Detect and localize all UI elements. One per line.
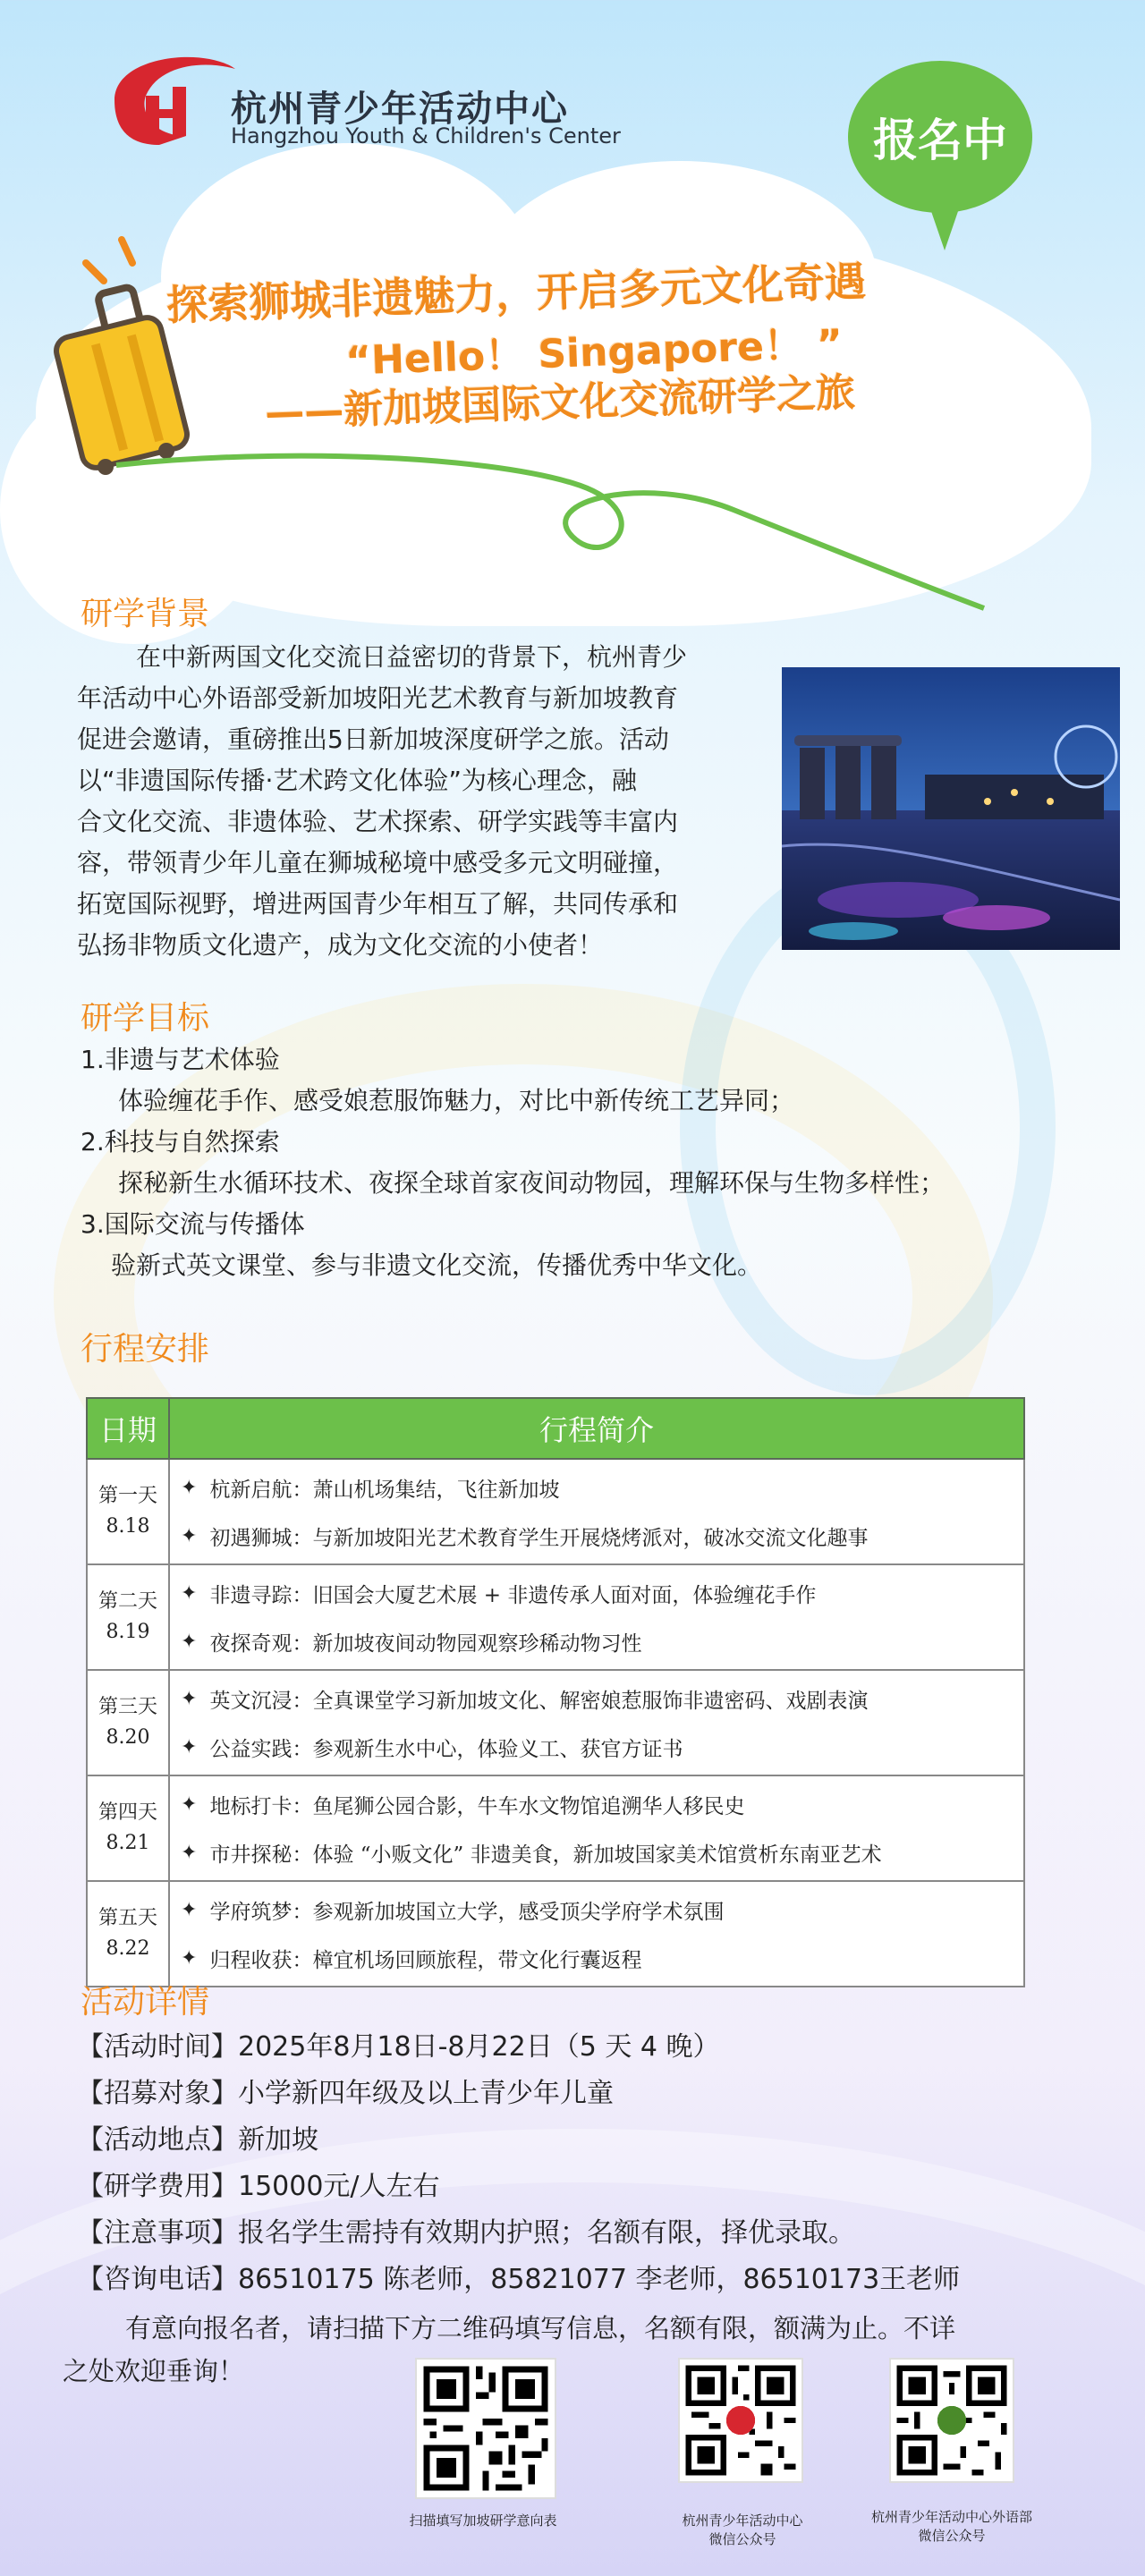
qr-label-line: 杭州青少年活动中心 [682, 2512, 803, 2529]
table-row [87, 1670, 1024, 1775]
detail-notice: 【注意事项】报名学生需持有效期内护照；名额有限，择优录取。 [77, 2217, 855, 2249]
qr-code-center-wechat[interactable] [678, 2358, 803, 2483]
title-line-3: ——新加坡国际文化交流研学之旅 [264, 369, 856, 436]
day-label: 第四天 [98, 1801, 157, 1824]
itinerary-cell [169, 1459, 1024, 1564]
org-name-en: Hangzhou Youth & Children's Center [231, 123, 621, 148]
itinerary-text: 夜探奇观：新加坡夜间动物园观察珍稀动物习性 [209, 1631, 642, 1656]
details-heading: 活动详情 [81, 1984, 210, 2021]
bullet-icon: ✦ [181, 1630, 198, 1653]
schedule-table [86, 1397, 1025, 1987]
qr-label-line: 微信公众号 [708, 2531, 776, 2547]
detail-fee: 【研学费用】15000元/人左右 [77, 2171, 440, 2202]
itinerary-text: 归程收获：樟宜机场回顾旅程，带文化行囊返程 [209, 1948, 642, 1972]
background-text [77, 637, 775, 966]
itinerary-item [181, 1780, 1013, 1828]
badge-tail [923, 188, 966, 250]
goal-item-desc: 体验缠花手作、感受娘惹服饰魅力，对比中新传统工艺异同； [118, 1086, 795, 1115]
bullet-icon: ✦ [181, 1898, 198, 1921]
itinerary-item [181, 1617, 1013, 1665]
itinerary-text: 非遗寻踪：旧国会大厦艺术展 + 非遗传承人面对面，体验缠花手作 [209, 1583, 817, 1607]
goal-item-desc: 探秘新生水循环技术、夜探全球首家夜间动物园，理解环保与生物多样性； [118, 1168, 946, 1198]
itinerary-text: 初遇狮城：与新加坡阳光艺术教育学生开展烧烤派对，破冰交流文化趣事 [209, 1526, 869, 1550]
goals-heading: 研学目标 [81, 1000, 210, 1037]
signup-status-badge: 报名中 [848, 61, 1032, 213]
signup-text: 有意向报名者，请扫描下方二维码填写信息，名额有限，额满为止。不详 [125, 2313, 956, 2343]
day-date: 8.22 [106, 1937, 150, 1960]
day-cell [87, 1564, 169, 1670]
background-line: 合文化交流、非遗体验、艺术探索、研学实践等丰富内 [77, 807, 679, 836]
itinerary-text: 学府筑梦：参观新加坡国立大学，感受顶尖学府学术氛围 [209, 1900, 725, 1924]
table-row [87, 1881, 1024, 1987]
bullet-icon: ✦ [181, 1581, 198, 1605]
detail-contact: 【咨询电话】86510175 陈老师，85821077 李老师，86510173王老师 [77, 2264, 961, 2295]
day-label: 第一天 [98, 1485, 157, 1507]
bullet-icon: ✦ [181, 1946, 198, 1970]
background-line: 在中新两国文化交流日益密切的背景下，杭州青少 [136, 642, 688, 672]
day-cell [87, 1881, 169, 1987]
qr-label-line: 扫描填写加坡研学意向表 [409, 2512, 557, 2529]
table-row [87, 1564, 1024, 1670]
goal-item-title: 1.非遗与艺术体验 [81, 1045, 280, 1074]
detail-target: 【招募对象】小学新四年级及以上青少年儿童 [77, 2078, 614, 2109]
background-line: 年活动中心外语部受新加坡阳光艺术教育与新加坡教育 [77, 683, 679, 713]
swirl-decoration [107, 429, 1002, 626]
title-line-2: “Hello！ Singapore！ ” [344, 321, 844, 385]
background-line: 以“非遗国际传播·艺术跨文化体验”为核心理念，融 [77, 766, 637, 795]
background-heading: 研学背景 [81, 596, 210, 632]
table-row [87, 1775, 1024, 1881]
qr-label [358, 2512, 608, 2530]
bullet-icon: ✦ [181, 1524, 198, 1547]
day-date: 8.18 [106, 1515, 150, 1538]
itinerary-text: 公益实践：参观新生水中心，体验义工、获官方证书 [209, 1737, 683, 1761]
qr-label-line: 微信公众号 [918, 2528, 986, 2544]
day-date: 8.19 [106, 1621, 150, 1643]
column-header-date: 日期 [87, 1398, 169, 1459]
bullet-icon: ✦ [181, 1735, 198, 1758]
background-line: 弘扬非物质文化遗产，成为文化交流的小使者！ [77, 930, 604, 960]
itinerary-item [181, 1934, 1013, 1982]
bullet-icon: ✦ [181, 1841, 198, 1864]
day-cell [87, 1775, 169, 1881]
qr-code-language-dept-wechat[interactable] [889, 2358, 1014, 2483]
logo [106, 47, 240, 147]
signup-text: 之处欢迎垂询！ [63, 2356, 245, 2386]
itinerary-cell [169, 1775, 1024, 1881]
title-line-1: 探索狮城非遗魅力，开启多元文化奇遇 [165, 257, 867, 330]
itinerary-item [181, 1569, 1013, 1617]
singapore-skyline-image [782, 667, 1120, 950]
qr-label [844, 2508, 1059, 2546]
detail-time: 【活动时间】2025年8月18日-8月22日（5 天 4 晚） [77, 2031, 720, 2063]
itinerary-text: 市井探秘：体验 “小贩文化” 非遗美食，新加坡国家美术馆赏析东南亚艺术 [209, 1843, 882, 1867]
table-header-row [87, 1398, 1024, 1459]
background-line: 容，带领青少年儿童在狮城秘境中感受多元文明碰撞， [77, 848, 679, 877]
itinerary-item [181, 1885, 1013, 1934]
itinerary-text: 地标打卡：鱼尾狮公园合影，牛车水文物馆追溯华人移民史 [209, 1794, 745, 1818]
org-name-cn: 杭州青少年活动中心 [231, 89, 569, 130]
bullet-icon: ✦ [181, 1792, 198, 1816]
bullet-icon: ✦ [181, 1476, 198, 1499]
bullet-icon: ✦ [181, 1687, 198, 1710]
day-date: 8.21 [106, 1832, 150, 1854]
day-label: 第三天 [98, 1696, 157, 1718]
day-date: 8.20 [106, 1726, 150, 1749]
itinerary-item [181, 1674, 1013, 1723]
goal-item-desc: 验新式英文课堂、参与非遗文化交流，传播优秀中华文化。 [111, 1250, 763, 1280]
column-header-desc: 行程简介 [169, 1398, 1024, 1459]
itinerary-text: 杭新启航：萧山机场集结，飞往新加坡 [209, 1478, 560, 1502]
goal-item-title: 2.科技与自然探索 [81, 1127, 280, 1157]
qr-code-survey[interactable] [415, 2358, 556, 2499]
day-cell [87, 1459, 169, 1564]
itinerary-item [181, 1463, 1013, 1512]
itinerary-item [181, 1512, 1013, 1560]
itinerary-cell [169, 1564, 1024, 1670]
background-line: 促进会邀请，重磅推出5日新加坡深度研学之旅。活动 [77, 724, 669, 754]
goal-item-title: 3.国际交流与传播体 [81, 1209, 305, 1239]
qr-label [626, 2512, 859, 2549]
day-cell [87, 1670, 169, 1775]
itinerary-item [181, 1828, 1013, 1877]
schedule-heading: 行程安排 [81, 1331, 210, 1368]
itinerary-cell [169, 1670, 1024, 1775]
day-label: 第二天 [98, 1590, 157, 1613]
background-line: 拓宽国际视野，增进两国青少年相互了解，共同传承和 [77, 889, 679, 919]
itinerary-item [181, 1723, 1013, 1771]
itinerary-text: 英文沉浸：全真课堂学习新加坡文化、解密娘惹服饰非遗密码、戏剧表演 [209, 1689, 869, 1713]
itinerary-cell [169, 1881, 1024, 1987]
detail-place: 【活动地点】新加坡 [77, 2124, 318, 2156]
qr-label-line: 杭州青少年活动中心外语部 [870, 2509, 1032, 2525]
day-label: 第五天 [98, 1907, 157, 1929]
table-row [87, 1459, 1024, 1564]
